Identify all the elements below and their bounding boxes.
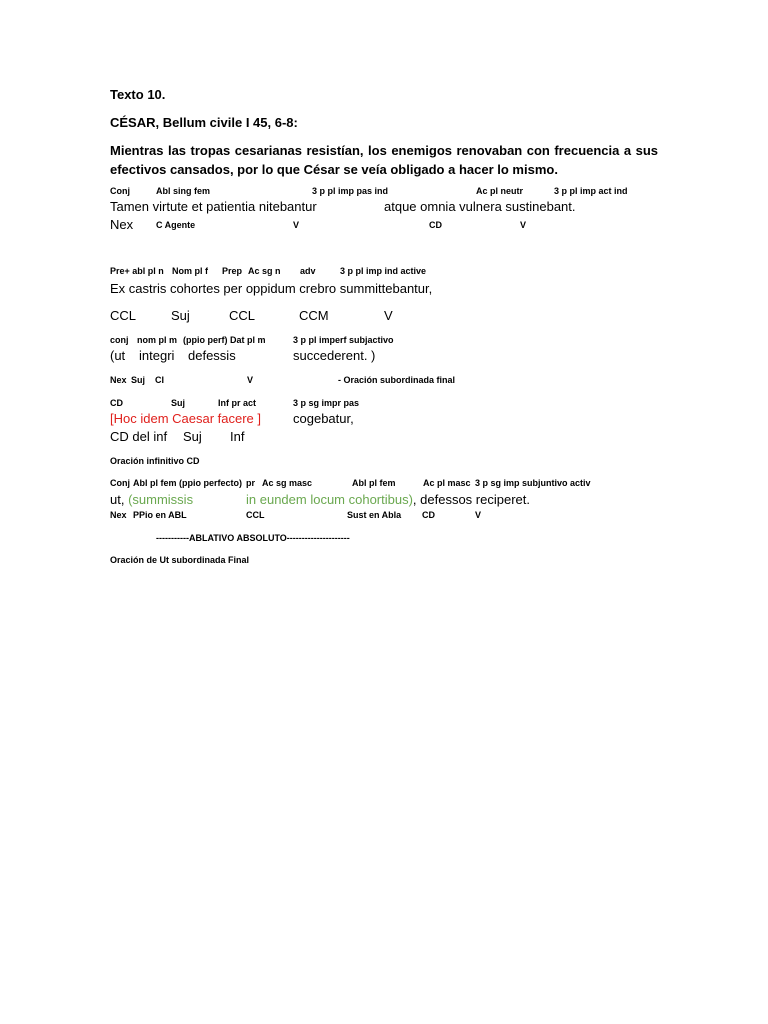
latin-word-ut: ut, [110,492,129,507]
tag-pr: pr [246,478,255,488]
tag-ppio-perf-dat: (ppio perf) Dat pl m [183,335,266,345]
tag-cd: CD [110,398,123,408]
func-sust-en-abla: Sust en Abla [347,510,402,520]
note-ablativo-absoluto: -----------ABLATIVO ABSOLUTO--------------------- [156,533,350,543]
tag-ac-pl-masc: Ac pl masc [423,478,471,488]
latin-sentence-1a: Tamen virtute et patientia nitebantur [110,199,317,214]
func-c-agente: C Agente [156,220,196,230]
func-v: V [247,375,254,385]
func-ccl: CCL [229,308,256,323]
func-ccm: CCM [299,308,329,323]
tag-prep: Prep [222,266,243,276]
latin-sentence-1b: atque omnia vulnera sustinebant. [384,199,576,214]
latin-word-cogebatur: cogebatur, [293,411,354,426]
ablative-absolute-b: in eundem locum cohortibus) [246,492,413,507]
tag-abl-pl-fem: Abl pl fem [352,478,396,488]
latin-sentence-2: Ex castris cohortes per oppidum crebro summittebantur, [110,281,433,296]
func-cd: CD [422,510,435,520]
tag-ac-sg-n: Ac sg n [248,266,281,276]
tag-conj: Conj [110,478,130,488]
func-suj: Suj [183,429,202,444]
ablative-absolute-a: (summissis [128,492,194,507]
tag-ac-sg-masc: Ac sg masc [262,478,313,488]
func-ppio-en-abl: PPio en ABL [133,510,187,520]
tag-abl-pl-fem-ppio: Abl pl fem (ppio perfecto) [133,478,242,488]
tag-pre-abl: Pre+ abl pl n [110,266,164,276]
tag-3p-sg-imp-subj: 3 p sg imp subjuntivo activ [475,478,591,488]
func-suj: Suj [171,308,190,323]
tag-3p-pl-imp-pas: 3 p pl imp pas ind [312,186,389,196]
document-title: Texto 10. [110,87,166,102]
note-oracion-ut-final: Oración de Ut subordinada Final [110,555,250,565]
latin-word-defessos-reciperet: , defessos reciperet. [412,492,530,507]
tag-inf-pr-act: Inf pr act [218,398,257,408]
func-v: V [520,220,527,230]
latin-word-defessis: defessis [188,348,236,363]
latin-word-ut: (ut [110,348,126,363]
func-inf: Inf [230,429,245,444]
tag-nom-pl-m: nom pl m [137,335,177,345]
func-suj: Suj [131,375,146,385]
func-v: V [384,308,393,323]
summary-paragraph: Mientras las tropas cesarianas resistían, los enemigos renovaban con frecuencia a sus efectivos cansados, por lo que César se veía obligado a hacer lo mismo. [110,143,658,177]
note-subordinada-final: - Oración subordinada final [338,375,456,385]
tag-3p-pl-imp-act: 3 p pl imp act ind [554,186,628,196]
tag-adv: adv [300,266,316,276]
func-nex: Nex [110,375,127,385]
func-v: V [293,220,300,230]
latin-sentence-5 [110,493,193,506]
func-ccl: CCL [246,510,265,520]
tag-3p-pl-imperf-subj: 3 p pl imperf subjactivo [293,335,394,345]
func-ci: CI [155,375,164,385]
func-ccl: CCL [110,308,137,323]
tag-abl-sing-fem: Abl sing fem [156,186,211,196]
func-v: V [475,510,482,520]
func-cd-del-inf: CD del inf [110,429,168,444]
tag-conj: conj [110,335,129,345]
tag-3p-pl-imp-ind: 3 p pl imp ind active [340,266,427,276]
tag-nom-pl-f: Nom pl f [172,266,208,276]
func-nex: Nex [110,217,134,232]
latin-word-succederent: succederent. ) [293,348,376,363]
tag-3p-sg-impr-pas: 3 p sg impr pas [293,398,360,408]
tag-conj: Conj [110,186,130,196]
func-nex: Nex [110,510,127,520]
note-oracion-infinitivo: Oración infinitivo CD [110,456,200,466]
source-citation: CÉSAR, Bellum civile I 45, 6-8: [110,115,298,130]
func-cd: CD [429,220,442,230]
latin-infinitive-clause: [Hoc idem Caesar facere ] [110,411,262,426]
tag-ac-pl-neutr: Ac pl neutr [476,186,524,196]
latin-sentence-5b [246,493,530,506]
latin-word-integri: integri [139,348,175,363]
tag-suj: Suj [171,398,186,408]
